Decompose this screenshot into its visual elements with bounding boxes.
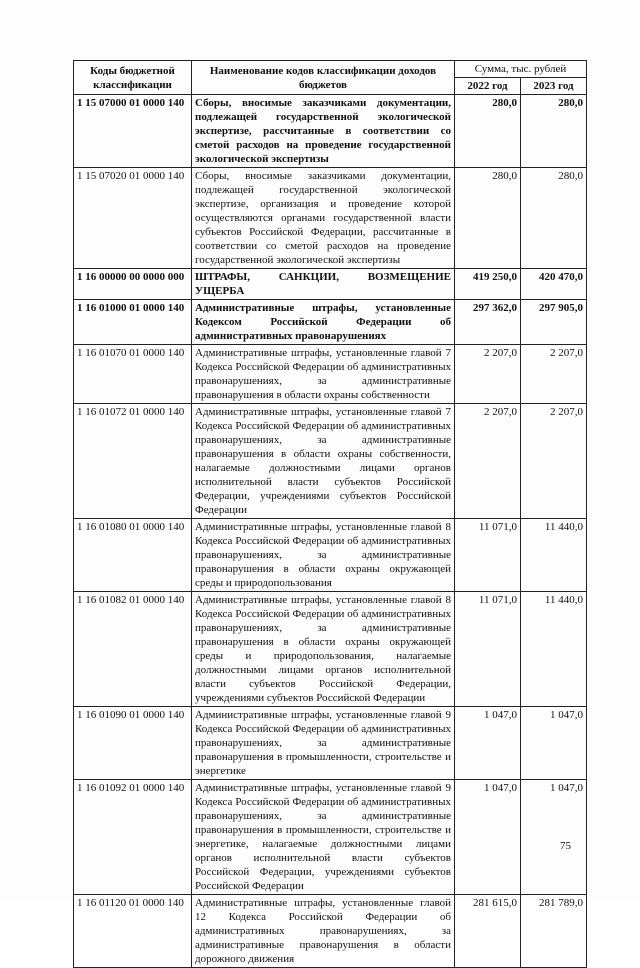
row-name: Административные штрафы, установленные главой 9 Кодекса Российской Федерации об административных правонарушениях, за административные правонарушения в промышленности, строительстве и энергетике, налагаемые должностными лицами органов исполнительной власти субъектов Российской Федерации, учреждениями субъектов Российской Федерации (192, 780, 455, 895)
row-name: Административные штрафы, установленные главой 7 Кодекса Российской Федерации об административных правонарушениях, за административные правонарушения в области охраны собственности (192, 345, 455, 404)
row-value-2023: 1 047,0 (521, 707, 587, 780)
row-value-2022: 2 207,0 (455, 345, 521, 404)
row-name: Административные штрафы, установленные Кодексом Российской Федерации об административных правонарушениях (192, 300, 455, 345)
budget-revenue-table (73, 60, 587, 968)
row-value-2022: 281 615,0 (455, 895, 521, 968)
header-name: Наименование кодов классификации доходов бюджетов (192, 61, 455, 95)
table-row (74, 300, 587, 345)
row-value-2023: 2 207,0 (521, 404, 587, 519)
row-value-2023: 281 789,0 (521, 895, 587, 968)
row-value-2022: 11 071,0 (455, 592, 521, 707)
row-code: 1 16 01090 01 0000 140 (74, 707, 192, 780)
table-row (74, 707, 587, 780)
row-value-2023: 2 207,0 (521, 345, 587, 404)
row-value-2022: 1 047,0 (455, 780, 521, 895)
header-year-2023: 2023 год (521, 78, 587, 95)
table-row (74, 592, 587, 707)
row-value-2022: 297 362,0 (455, 300, 521, 345)
row-code: 1 16 01082 01 0000 140 (74, 592, 192, 707)
row-name: Сборы, вносимые заказчиками документации, подлежащей государственной экологической экспертизе, организация и проведение которой осуществляются органами государственной власти субъектов Российской Федерации, рассчитанные в соответствии со сметой расходов на проведение государственной экологической экспертизы (192, 168, 455, 269)
header-year-2022: 2022 год (455, 78, 521, 95)
row-name: Административные штрафы, установленные главой 8 Кодекса Российской Федерации об административных правонарушениях, за административные правонарушения в области охраны окружающей среды и природопользования (192, 519, 455, 592)
row-value-2022: 419 250,0 (455, 269, 521, 300)
row-value-2023: 1 047,0 (521, 780, 587, 895)
row-value-2022: 1 047,0 (455, 707, 521, 780)
row-name: Сборы, вносимые заказчиками документации, подлежащей государственной экологической экспертизе, рассчитанные в соответствии со сметой расходов на проведение государственной экологической экспертизы (192, 95, 455, 168)
page-number: 75 (560, 840, 571, 852)
row-code: 1 16 00000 00 0000 000 (74, 269, 192, 300)
row-name: Административные штрафы, установленные главой 7 Кодекса Российской Федерации об административных правонарушениях, за административные правонарушения в области охраны собственности, налагаемые должностными лицами органов исполнительной власти субъектов Российской Федерации, учреждениями субъектов Российской Федерации (192, 404, 455, 519)
table-row (74, 404, 587, 519)
row-code: 1 16 01072 01 0000 140 (74, 404, 192, 519)
table-row (74, 519, 587, 592)
row-name: Административные штрафы, установленные главой 9 Кодекса Российской Федерации об административных правонарушениях, за административные правонарушения в промышленности, строительстве и энергетике (192, 707, 455, 780)
row-value-2023: 297 905,0 (521, 300, 587, 345)
row-value-2022: 11 071,0 (455, 519, 521, 592)
row-code: 1 16 01120 01 0000 140 (74, 895, 192, 968)
row-value-2023: 280,0 (521, 168, 587, 269)
row-code: 1 16 01080 01 0000 140 (74, 519, 192, 592)
row-value-2023: 11 440,0 (521, 592, 587, 707)
row-name: ШТРАФЫ, САНКЦИИ, ВОЗМЕЩЕНИЕ УЩЕРБА (192, 269, 455, 300)
row-value-2022: 280,0 (455, 95, 521, 168)
row-value-2023: 11 440,0 (521, 519, 587, 592)
header-sum: Сумма, тыс. рублей (455, 61, 587, 78)
table-row (74, 345, 587, 404)
row-value-2022: 2 207,0 (455, 404, 521, 519)
table-row (74, 780, 587, 895)
row-code: 1 16 01092 01 0000 140 (74, 780, 192, 895)
row-code: 1 16 01070 01 0000 140 (74, 345, 192, 404)
row-code: 1 15 07000 01 0000 140 (74, 95, 192, 168)
row-name: Административные штрафы, установленные главой 8 Кодекса Российской Федерации об административных правонарушениях, за административные правонарушения в области охраны окружающей среды и природопользования, налагаемые должностными лицами органов исполнительной власти субъектов Российской Федерации, учреждениями субъектов Российской Федерации (192, 592, 455, 707)
row-code: 1 16 01000 01 0000 140 (74, 300, 192, 345)
table-row (74, 95, 587, 168)
table-row (74, 168, 587, 269)
table-row (74, 269, 587, 300)
table-row (74, 895, 587, 968)
row-value-2023: 420 470,0 (521, 269, 587, 300)
header-codes: Коды бюджетной классификации (74, 61, 192, 95)
row-value-2023: 280,0 (521, 95, 587, 168)
row-name: Административные штрафы, установленные главой 12 Кодекса Российской Федерации об административных правонарушениях, за административные правонарушения в области дорожного движения (192, 895, 455, 968)
row-value-2022: 280,0 (455, 168, 521, 269)
row-code: 1 15 07020 01 0000 140 (74, 168, 192, 269)
